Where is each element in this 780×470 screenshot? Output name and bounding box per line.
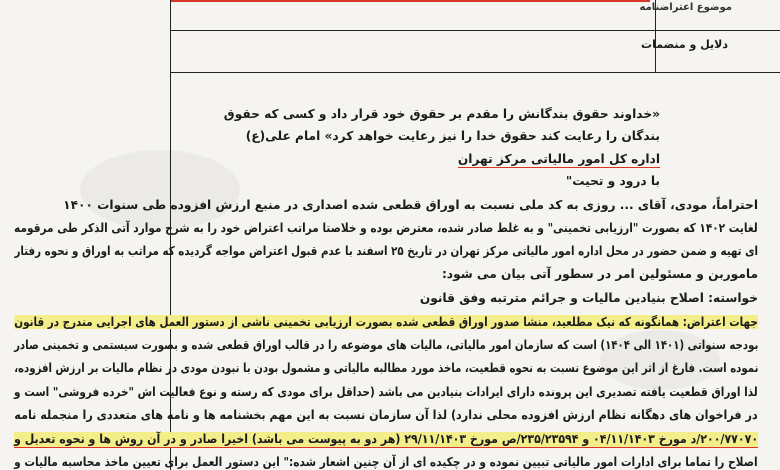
objection-line-7: اصلاح را تماما برای ادارات امور مالیاتی تبیین نموده و در چکیده ای از آن چنین اشعار شده:" این دستور العمل برای تعیین ماخذ محاسبه مالیات و: [14, 455, 758, 469]
reasons-label: دلایل و منضمات: [641, 38, 728, 51]
objection-line-2: بودجه سنواتی (۱۴۰۱ الی ۱۴۰۴) است که سازمان امور مالیاتی، مالیات های موضوعه را در قالب اوراق قطعی شده و بصورت سیستمی و تخمینی صادر: [13, 338, 758, 352]
body-line-4: ماموربن و مسئولین امر در سطور آتی بیان می شود:: [441, 267, 758, 281]
quote-line-2: بندگان را رعایت کند حقوق خدا را نیز رعایت خواهد کرد» امام علی(ع): [245, 129, 660, 143]
objection-line-5: در فراخوان های دهگانه نظام ارزش افزوده محلی ندارد) لذا آن سازمان نسبت به این مهم بخشنامه ها و نامه های متعددی را منجمله نامه: [14, 408, 758, 422]
body-line-2: لغایت ۱۴۰۲ که بصورت "ارزیابی تخمینی" و به غلط صادر شده، معترض بوده و خلاصتا مراتب اعتراض خود را به شرح موارد آتی الذکر طی مرقومه: [14, 221, 758, 235]
addressee-text: اداره کل امور مالیاتی مرکز تهران: [457, 152, 660, 166]
request-line: خواسته: اصلاح بنیادین مالیات و جرائم مترتبه وفق قانون: [419, 291, 758, 305]
objection-line-3: نموده است. فارغ از اثر این موضوع نسبت به نحوه قطعیت، ماخذ مورد مطالبه مالیاتی و مشمول بودن با نبودن مودی در نظام مالیات بر ارزش افزوده،: [13, 361, 758, 375]
addressee: [458, 152, 660, 166]
quote-line-1: «خداوند حقوق بندگانش را مقدم بر حقوق خود قرار داد و کسی که حقوق: [223, 107, 660, 121]
objection-line-6: [14, 432, 758, 446]
subject-label: موضوع اعتراضنامه: [639, 2, 732, 13]
body-line-1: احتراماً، مودی، آقای ... روزی به کد ملی نسبت به اوراق قطعی شده اصداری در منبع ارزش افزوده طی سنوات ۱۴۰۰: [63, 198, 758, 212]
objection-line-1-text: جهات اعتراض: همانگونه که نیک مطلعید، منشا صدور اوراق قطعی شده بصورت ارزیابی تخمینی ناشی از دستور العمل های اجرایی مندرج در قانون: [14, 315, 758, 329]
objection-line-6-text: ۲۰۰/۷۷۰۷۰/د مورخ ۰۴/۱۱/۱۴۰۳ و ۲۳۵/۲۳۵۹۴/ص مورخ ۲۹/۱۱/۱۴۰۳ (هر دو به پیوست می باشد) اخیرا صادر و در آن روش ها و نحوه تعدیل و: [13, 432, 758, 446]
objection-line-4: لذا اوراق قطعیت یافته تصدیری این پرونده دارای ایرادات بنیادین می باشد (حداقل برای مودی که رسته و نوع فعالیت اش "خرده فروشی" است و: [14, 385, 758, 399]
objection-line-1: [14, 315, 758, 329]
greeting: با درود و تحیت": [565, 174, 660, 188]
body-line-3: ای تهیه و ضمن حضور در محل اداره امور مالیاتی مرکز تهران در تاریخ ۲۵ اسفند با عدم قبول اعتراض مواجه گردیده که مراتب به اوراق و نحوه رفتار: [14, 244, 758, 258]
